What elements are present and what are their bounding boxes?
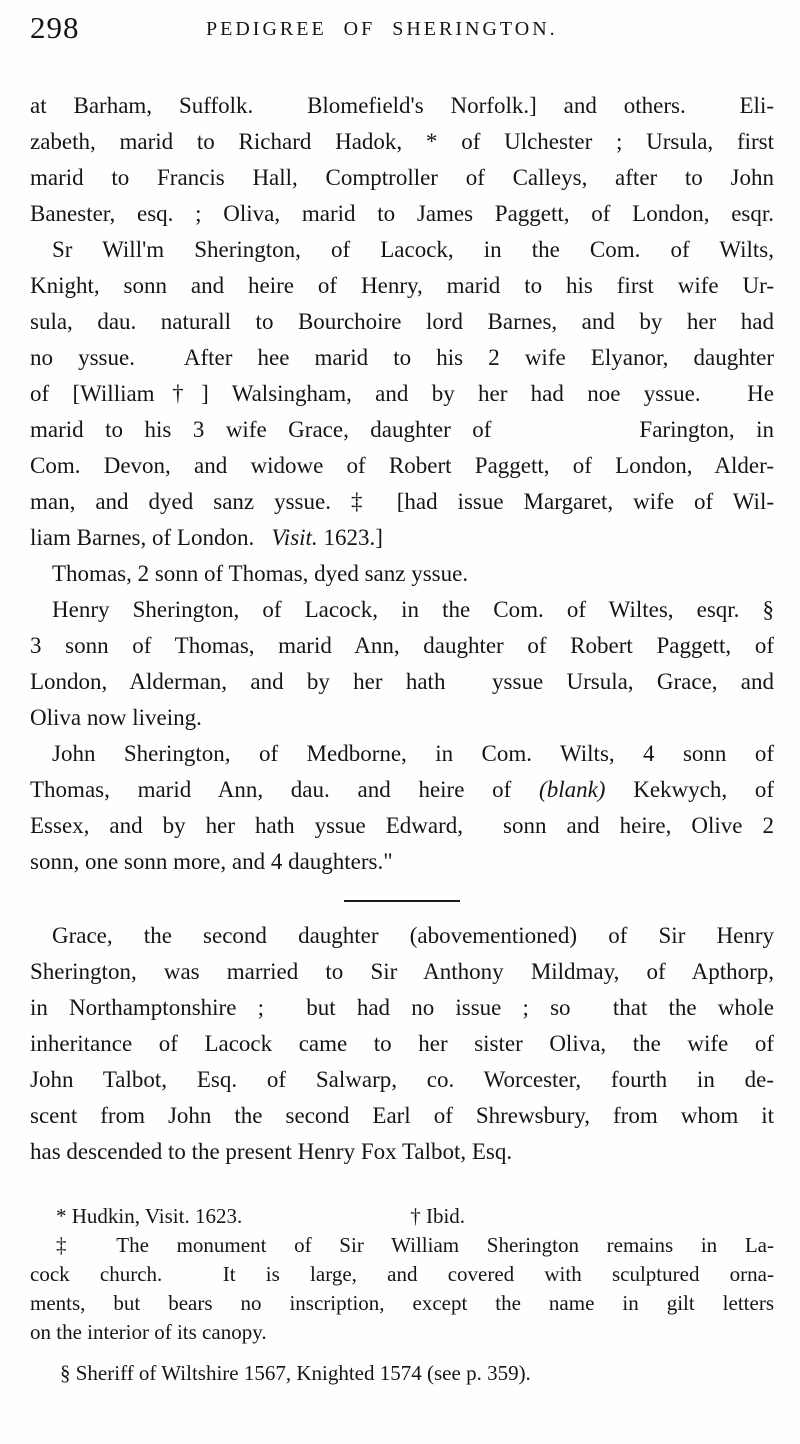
footnote-hudkin-ibid (30, 1202, 774, 1231)
text-line: marid to Francis Hall, Comptroller of Calleys, after to John (30, 165, 774, 190)
text-line: sonn, one sonn more, and 4 daughters." (30, 849, 393, 874)
text-line: Knight, sonn and heire of Henry, marid to his first wife Ur- (30, 273, 774, 298)
running-title: PEDIGREE OF SHERINGTON. (206, 18, 558, 40)
body-text (30, 88, 774, 1170)
text-line: inheritance of Lacock came to her sister Oliva, the wife of (30, 1031, 774, 1056)
paragraph-henry-sherington (30, 592, 774, 736)
text-line: 3 sonn of Thomas, marid Ann, daughter of Robert Paggett, of (30, 633, 774, 658)
footnote-dagger: † Ibid. (410, 1204, 466, 1228)
text-run: marid to his 3 wife Grace, daughter of (30, 417, 492, 442)
text-line-with-blank (30, 412, 774, 448)
text-line: in Northamptonshire ; but had no issue ; so that the whole (30, 995, 774, 1020)
text-line: London, Alderman, and by her hath yssue Ursula, Grace, and (30, 669, 774, 694)
text-run-italic: (blank) (511, 777, 606, 802)
text-run: liam Barnes, of London. (30, 525, 266, 550)
text-line: Essex, and by her hath yssue Edward, sonn and heire, Olive 2 (30, 813, 774, 838)
text-line: at Barham, Suffolk. Blomefield's Norfolk.] and others. Eli- (30, 93, 774, 118)
page-number: 298 (30, 10, 80, 45)
footnote-line: ‡ The monument of Sir William Sherington remains in La- (56, 1233, 774, 1257)
text-line: John Talbot, Esq. of Salwarp, co. Worcester, fourth in de- (30, 1067, 774, 1092)
footnote-asterisk: * Hudkin, Visit. 1623. (56, 1204, 243, 1228)
footnote-line: cock church. It is large, and covered with sculptured orna- (30, 1262, 774, 1286)
text-line (30, 772, 774, 808)
text-run: 1623.] (317, 525, 383, 550)
page-header (30, 10, 774, 58)
paragraph-william-sherington (30, 232, 774, 556)
footnote-sheriff: § Sheriff of Wiltshire 1567, Knighted 1574 (see p. 359). (60, 1361, 531, 1385)
text-line: has descended to the present Henry Fox Talbot, Esq. (30, 1139, 513, 1164)
text-run: Kekwych, of (605, 777, 774, 802)
text-line: Thomas, 2 sonn of Thomas, dyed sanz yssue. (52, 561, 469, 586)
text-line: Sr Will'm Sherington, of Lacock, in the Com. of Wilts, (52, 237, 774, 262)
text-line: John Sherington, of Medborne, in Com. Wilts, 4 sonn of (52, 741, 774, 766)
text-run: Farington, in (639, 417, 774, 442)
footnote-monument (30, 1231, 774, 1347)
paragraph-daughters-continuation (30, 88, 774, 232)
text-line: scent from John the second Earl of Shrewsbury, from whom it (30, 1103, 774, 1128)
paragraph-grace-mildmay (30, 918, 774, 1170)
text-line: no yssue. After hee marid to his 2 wife Elyanor, daughter (30, 345, 774, 370)
footnote-line: on the interior of its canopy. (30, 1320, 267, 1344)
text-run-italic: Visit. (265, 525, 318, 550)
text-line: zabeth, marid to Richard Hadok, * of Ulchester ; Ursula, first (30, 129, 774, 154)
text-line: Henry Sherington, of Lacock, in the Com. of Wiltes, esqr. § (52, 597, 774, 622)
text-run: Thomas, marid Ann, dau. and heire of (30, 777, 512, 802)
text-line: of [William†] Walsingham, and by her had noe yssue. He (30, 381, 774, 406)
text-line: Sherington, was married to Sir Anthony Mildmay, of Apthorp, (30, 959, 774, 984)
text-line (30, 520, 774, 556)
text-line: Com. Devon, and widowe of Robert Paggett, of London, Alder- (30, 453, 774, 478)
footnotes (30, 1202, 774, 1388)
paragraph-john-sherington (30, 736, 774, 880)
section-divider (344, 900, 460, 902)
footnote-line: ments, but bears no inscription, except the name in gilt letters (30, 1291, 774, 1315)
text-line: sula, dau. naturall to Bourchoire lord Barnes, and by her had (30, 309, 774, 334)
text-line: Oliva now liveing. (30, 705, 202, 730)
paragraph-thomas (30, 556, 774, 592)
text-line: Grace, the second daughter (abovementioned) of Sir Henry (52, 923, 774, 948)
text-line: man, and dyed sanz yssue. ‡ [had issue Margaret, wife of Wil- (30, 489, 774, 514)
text-line: Banester, esq. ; Oliva, marid to James Paggett, of London, esqr. (30, 201, 774, 226)
